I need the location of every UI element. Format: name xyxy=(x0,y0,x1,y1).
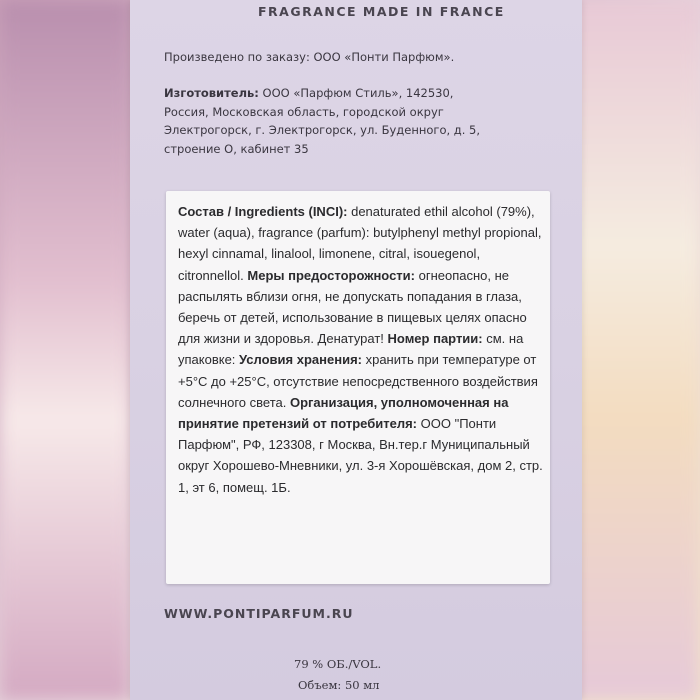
brand-line: FRAGRANCE MADE IN FRANCE xyxy=(258,4,505,19)
manufacturer-line1: ООО «Парфюм Стиль», 142530, xyxy=(258,86,454,100)
volume-text: Объем: 50 мл xyxy=(298,678,380,692)
precautions-label: Меры предосторожности: xyxy=(247,267,415,283)
manufacturer-line4: строение О, кабинет 35 xyxy=(164,141,309,156)
manufacturer-block xyxy=(164,84,544,158)
background-blur-left xyxy=(0,0,130,700)
ingredients-sticker xyxy=(166,191,550,584)
composition-text: denaturated ethil alcohol (79%), water (aqua), fragrance (parfum): butylphenyl methyl propional, hexyl cinnamal, linalool, limonene, citral, isouegenol, citronnellol. xyxy=(178,204,542,283)
manufacturer-line3: Электрогорск, г. Электрогорск, ул. Буденного, д. 5, xyxy=(164,123,481,137)
batch-label: Номер партии: xyxy=(383,331,483,347)
manufacturer-line2: Россия, Московская область, городской округ xyxy=(164,104,444,119)
manufacturer-label: Изготовитель: xyxy=(164,86,259,100)
website-text: WWW.PONTIPARFUM.RU xyxy=(164,606,354,621)
batch-text: см. на упаковке: xyxy=(178,331,524,368)
organization-text: ООО "Понти Парфюм", РФ, 123308, г Москва, Вн.тер.г Муниципальный округ Хорошево-Мневники, ул. 3-я Хорошёвская, дом 2, стр. 1, эт 6, помещ. 1Б. xyxy=(178,416,543,495)
storage-text: хранить при температуре от +5°C до +25°C, отсутствие непосредственного воздействия солнечного света. xyxy=(178,352,538,410)
precautions-text: огнеопасно, не распылять вблизи огня, не допускать попадания в глаза, беречь от детей, использование в пищевых целях опасно для жизни и здоровья. Денатурат! xyxy=(178,267,527,347)
alcohol-volume: 79 % ОБ./VOL. xyxy=(294,657,382,671)
sticker-text xyxy=(178,201,544,498)
composition-label: Состав / Ingredients (INCI): xyxy=(178,204,348,219)
order-line: Произведено по заказу: ООО «Понти Парфюм». xyxy=(164,50,455,64)
storage-label: Условия хранения: xyxy=(235,352,362,368)
organization-label: Организация, уполномоченная на принятие претензий от потребителя: xyxy=(178,394,509,432)
